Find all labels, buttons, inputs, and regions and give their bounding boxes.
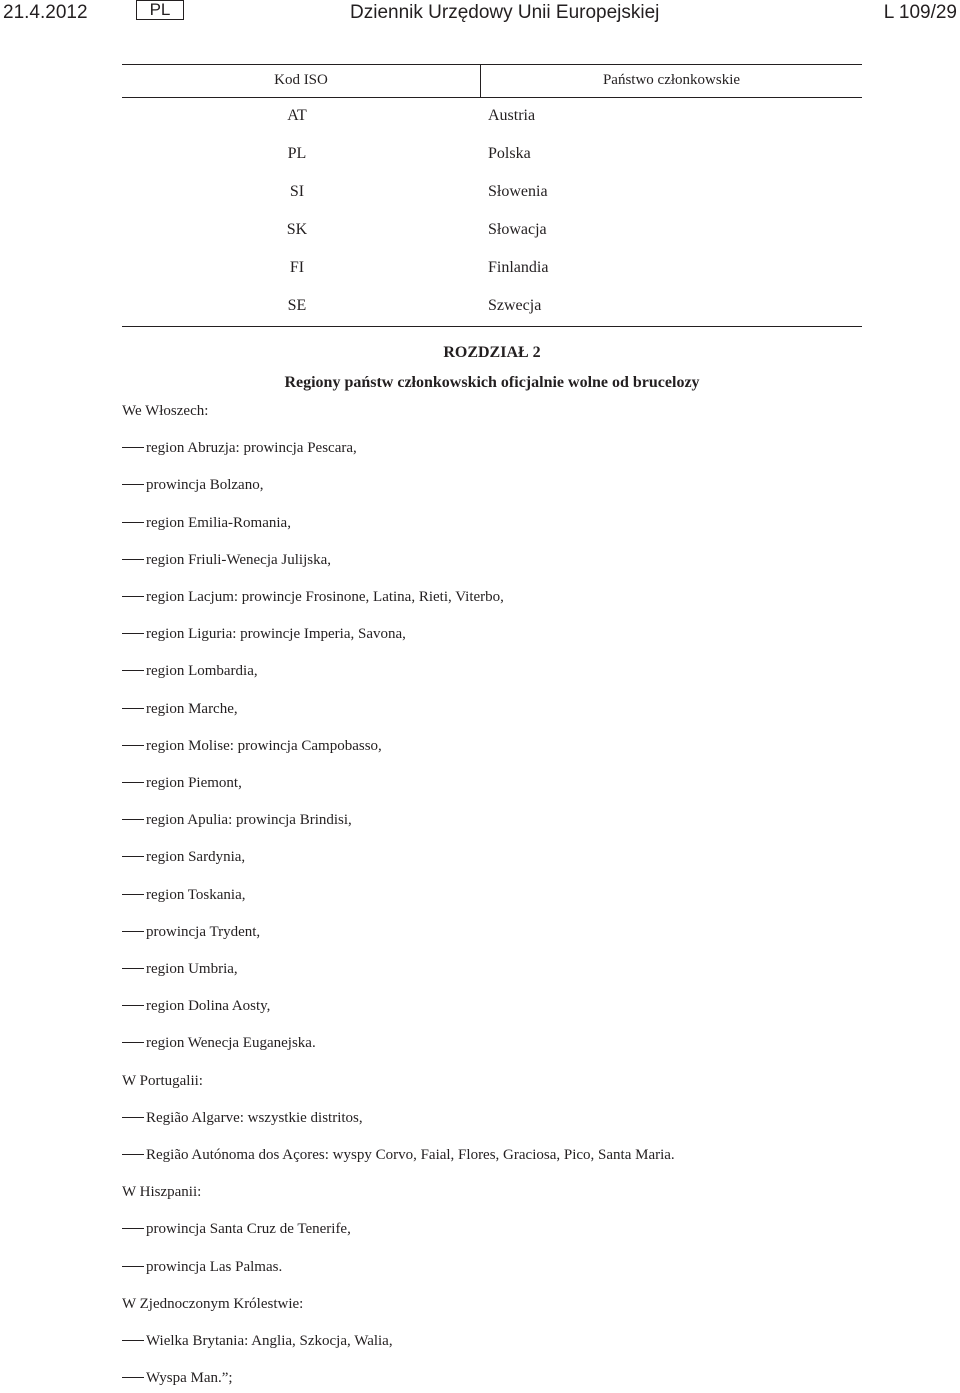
em-dash-marker	[122, 1154, 144, 1155]
publication-date: 21.4.2012	[3, 2, 88, 23]
em-dash-marker	[122, 782, 144, 783]
list-item	[122, 701, 238, 718]
table-cell-iso-code: PL	[287, 145, 307, 162]
list-item-text: region Lombardia,	[146, 663, 258, 680]
em-dash-marker	[122, 819, 144, 820]
em-dash-marker	[122, 1340, 144, 1341]
list-item-text: region Apulia: prowincja Brindisi,	[146, 812, 352, 829]
list-item-text: region Wenecja Euganejska.	[146, 1035, 316, 1052]
em-dash-marker	[122, 745, 144, 746]
list-item	[122, 812, 352, 829]
em-dash-marker	[122, 1042, 144, 1043]
em-dash-marker	[122, 559, 144, 560]
list-item-text: region Friuli-Wenecja Julijska,	[146, 551, 331, 568]
chapter-number: ROZDZIAŁ 2	[443, 344, 541, 361]
table-cell-iso-code: SE	[287, 297, 307, 314]
em-dash-marker	[122, 447, 144, 448]
em-dash-marker	[122, 708, 144, 709]
em-dash-marker	[122, 1266, 144, 1267]
list-item	[122, 887, 246, 904]
list-item	[122, 626, 406, 643]
list-item-text: Wielka Brytania: Anglia, Szkocja, Walia,	[146, 1333, 393, 1349]
em-dash-marker	[122, 1377, 144, 1378]
table-cell-member-state: Polska	[488, 145, 531, 162]
list-item	[122, 998, 270, 1015]
em-dash-marker	[122, 894, 144, 895]
list-item	[122, 738, 382, 755]
list-item	[122, 440, 357, 457]
page-reference: L 109/29	[883, 2, 957, 23]
list-item-text: prowincja Bolzano,	[146, 477, 264, 494]
list-item-text: region Sardynia,	[146, 849, 246, 866]
em-dash-marker	[122, 968, 144, 969]
list-item	[122, 1259, 282, 1276]
list-item	[122, 552, 331, 569]
em-dash-marker	[122, 670, 144, 671]
section-intro: W Portugalii:	[122, 1072, 203, 1089]
list-item-text: region Piemont,	[146, 775, 242, 791]
list-item-text: Região Algarve: wszystkie distritos,	[146, 1109, 363, 1126]
em-dash-marker	[122, 522, 144, 523]
em-dash-marker	[122, 484, 144, 485]
section-intro: W Hiszpanii:	[122, 1184, 202, 1201]
list-item	[122, 1035, 316, 1052]
list-item	[122, 515, 291, 532]
list-item-text: region Dolina Aosty,	[146, 998, 271, 1015]
chapter-title: Regiony państw członkowskich oficjalnie wolne od brucelozy	[284, 374, 700, 391]
list-item-text: region Lacjum: prowincje Frosinone, Latina, Rieti, Viterbo,	[146, 589, 504, 605]
list-item-text: region Umbria,	[146, 961, 238, 977]
list-item	[122, 961, 238, 978]
em-dash-marker	[122, 596, 144, 597]
list-item-text: prowincja Santa Cruz de Tenerife,	[146, 1221, 351, 1238]
table-cell-member-state: Finlandia	[488, 259, 549, 276]
list-item	[122, 775, 242, 792]
list-item	[122, 849, 245, 866]
table-header-rule	[122, 97, 862, 98]
list-item	[122, 1110, 363, 1127]
em-dash-marker	[122, 856, 144, 857]
list-item	[122, 1221, 351, 1238]
journal-title: Dziennik Urzędowy Unii Europejskiej	[350, 2, 660, 23]
em-dash-marker	[122, 633, 144, 634]
list-item-text: prowincja Las Palmas.	[146, 1258, 283, 1275]
column-header-iso-code: Kod ISO	[274, 72, 328, 88]
list-item	[122, 1147, 675, 1164]
list-item	[122, 589, 504, 606]
language-badge: PL	[136, 0, 184, 20]
table-cell-member-state: Szwecja	[488, 297, 542, 314]
list-item-text: Região Autónoma dos Açores: wyspy Corvo, Faial, Flores, Graciosa, Pico, Santa Maria.	[146, 1147, 675, 1163]
table-cell-iso-code: FI	[289, 259, 305, 276]
section-intro: W Zjednoczonym Królestwie:	[122, 1295, 304, 1312]
list-item-text: Wyspa Man.”;	[146, 1370, 233, 1387]
em-dash-marker	[122, 931, 144, 932]
list-item-text: region Abruzja: prowincja Pescara,	[146, 440, 357, 457]
table-cell-member-state: Słowenia	[488, 183, 548, 200]
list-item	[122, 477, 263, 494]
page-header	[0, 0, 960, 30]
table-cell-iso-code: SK	[286, 221, 308, 238]
list-item-text: region Marche,	[146, 700, 238, 717]
em-dash-marker	[122, 1117, 144, 1118]
list-item	[122, 663, 258, 680]
list-item	[122, 1370, 233, 1387]
em-dash-marker	[122, 1005, 144, 1006]
list-item-text: region Toskania,	[146, 886, 246, 903]
list-item	[122, 1333, 393, 1350]
table-cell-member-state: Austria	[488, 107, 536, 124]
section-intro: We Włoszech:	[122, 403, 209, 419]
list-item-text: region Molise: prowincja Campobasso,	[146, 737, 382, 754]
list-item	[122, 924, 260, 941]
table-cell-iso-code: SI	[289, 183, 305, 200]
list-item-text: prowincja Trydent,	[146, 923, 261, 940]
list-item-text: region Liguria: prowincje Imperia, Savona,	[146, 626, 406, 643]
table-cell-member-state: Słowacja	[488, 221, 547, 238]
em-dash-marker	[122, 1228, 144, 1229]
list-item-text: region Emilia-Romania,	[146, 514, 291, 531]
table-cell-iso-code: AT	[287, 107, 307, 124]
iso-country-table	[122, 64, 862, 327]
column-header-member-state: Państwo członkowskie	[602, 72, 741, 88]
